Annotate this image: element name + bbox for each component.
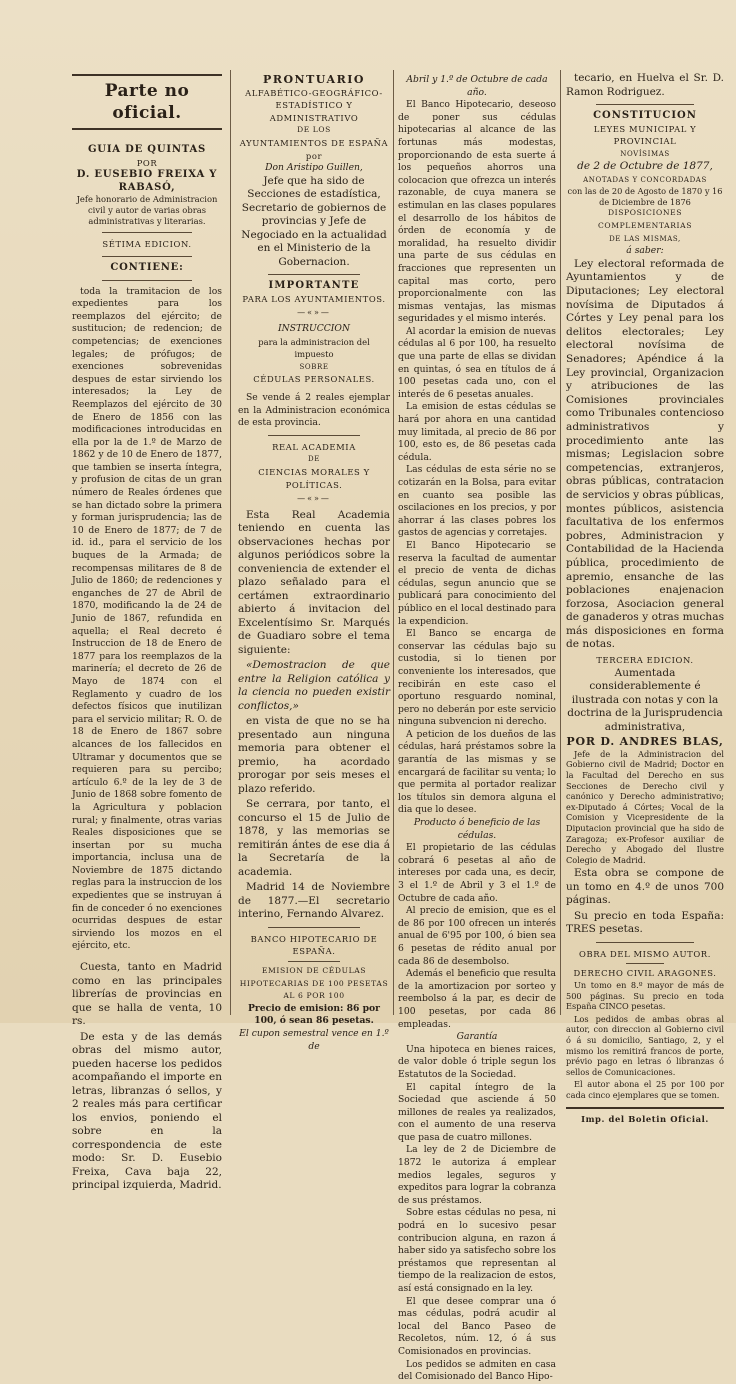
ornament: —«»—	[297, 308, 331, 318]
column-rule	[230, 70, 231, 1015]
author-desc: Jefe de la Administracion del Gobierno civil de Madrid; Doctor en la Facultad del Derecho en sus Secciones de Derecho civil y canónico y Derecho administrativo; ex-Diputado á Córtes; Vocal de la Comision y Vicepresidente de la Diputacion provincial que ha sido de Zaragoza; ex-Profesor auxiliar de Derecho y Abogado del Ilustre Colegio de Madrid.	[566, 748, 724, 865]
bank-paragraph: La ley de 2 de Diciembre de 1872 le autoriza á emplear medios legales, seguros y expeditos para lograr la cobranza de sus préstamos.	[398, 1144, 556, 1206]
edition: TERCERA EDICION.	[596, 655, 694, 666]
column-1	[72, 70, 222, 1192]
price-text: Su precio en toda España: TRES pesetas.	[566, 909, 724, 936]
bank-paragraph: El Banco se encarga de conservar las cédulas bajo su custodia, si lo tienen por conveniente los interesados, que recibirán en este caso el oportuno resguardo nominal, pero no deberán por este servicio ninguna subvencion ni derecho.	[398, 628, 556, 728]
sobre-label: SOBRE	[299, 362, 329, 371]
anotadas-text: con las de 20 de Agosto de 1870 y 16 de Diciembre de 1876	[567, 186, 723, 207]
disposiciones-label: DISPOSICIONES COMPLEMENTARIAS	[597, 208, 692, 231]
compose-text: Esta obra se compone de un tomo en 4.º de unos 700 páginas.	[566, 867, 724, 907]
academy-title-2: CIENCIAS MORALES Y POLÍTICAS.	[258, 466, 370, 490]
bank-paragraph: Una hipoteca en bienes raices, de valor doble ó triple segun los Estatutos de la Sociedad.	[398, 1043, 556, 1080]
ornament: —«»—	[297, 494, 331, 504]
column-2	[238, 70, 390, 1052]
constitution-title: CONSTITUCION	[593, 110, 697, 121]
bank-paragraph: Los pedidos se admiten en casa del Comisionado del Banco Hipo-	[398, 1358, 556, 1383]
constitution-date: de 2 de Octubre de 1877,	[577, 160, 713, 173]
edition: SÉTIMA EDICION.	[102, 239, 192, 250]
column-3	[398, 70, 556, 1383]
academy-body: Esta Real Academia teniendo en cuenta las observaciones hechas por algunos periódicos sobre la conveniencia de extender el plazo señalado para el certámen extraordinario abierto á invitacion del Excelentísimo Sr. Marqués de Guadiaro sobre el tema siguiente:	[238, 508, 390, 656]
other-work-title: OBRA DEL MISMO AUTOR.	[579, 948, 711, 959]
bank-paragraph: La emision de estas cédulas se hará por ahora en una cantidad muy limitada, al precio de 86 por 100, esto es, de 86 pesetas cada cédula.	[398, 401, 556, 463]
author-desc: Jefe honorario de Administracion civil y autor de varias obras administrativas y literarias.	[76, 194, 218, 227]
column-rule	[560, 70, 561, 1015]
academy-body-3: Se cerrara, por tanto, el concurso el 15 de Julio de 1878, y las memorias se remitirán ántes de ese dia á la Secretaría de la academia.	[238, 798, 390, 878]
author-name: D. EUSEBIO FREIXA Y RABASÓ,	[76, 169, 218, 193]
de-los-label: DE LOS	[297, 125, 331, 135]
column-rule	[393, 70, 394, 1015]
academy-title: REAL ACADEMIA	[272, 441, 356, 452]
important-heading: IMPORTANTE	[268, 280, 360, 292]
price-text: Cuesta, tanto en Madrid como en las principales librerías de provincias en que se halla de venta, 10 rs.	[72, 961, 222, 1028]
augmented-text: Aumentada considerablemente é ilustrada con notas y con la doctrina de la Jurisprudencia administrativa,	[567, 666, 723, 733]
coupon-continuation: Abril y 1.º de Octubre de cada año.	[406, 74, 548, 98]
divider	[268, 274, 360, 275]
bank-paragraph: El que desee comprar una ó mas cédulas, podrá acudir al local del Banco Paseo de Recoletos, núm. 12, ó á sus Comisionados en provincias.	[398, 1295, 556, 1357]
para-ayuntamientos: PARA LOS AYUNTAMIENTOS.	[242, 293, 386, 304]
divider	[102, 232, 192, 233]
bank-paragraph: El capital íntegro de la Sociedad que asciende á 50 millones de reales ya realizados, con el aumento de una reserva que pasa de cuatro millones.	[398, 1081, 556, 1143]
section-title: Parte no oficial.	[104, 81, 190, 123]
de-las-mismas: DE LAS MISMAS,	[609, 234, 681, 243]
order-text: De esta y de las demás obras del mismo autor, pueden hacerse los pedidos acompañando el importe en letras, libranzas ó sellos, y 2 reales más para certificar los envios, poniendo el sobre en la correspondencia de este modo: Sr. D. Eusebio Freixa, Cava baja 22, principal izquierda, Madrid.	[72, 1030, 222, 1192]
constitution-subtitle: LEYES MUNICIPAL Y PROVINCIAL	[593, 123, 697, 147]
bank-paragraph: Al precio de emision, que es el de 86 por 100 ofrecen un interés anual de 6'95 por 100, ó bien sea 6 pesetas de rédito anual por cada 86 de desembolso.	[398, 905, 556, 967]
bank-desc: EMISION DE CÉDULAS HIPOTECARIAS DE 100 PESETAS AL 6 POR 100	[239, 965, 389, 1001]
bank-paragraph: Al acordar la emision de nuevas cédulas al 6 por 100, ha resuelto que una parte de ellas se dividan en quintas, ó sea en títulos de á 100 pesetas cada uno, con el interés de 6 pesetas anuales.	[398, 325, 556, 400]
divider	[268, 927, 360, 928]
author-name: POR D. ANDRES BLAS,	[566, 735, 724, 749]
bank-paragraph: Sobre estas cédulas no pesa, ni podrá en lo sucesivo pesar contribucion alguna, en razon á haber sido ya satisfecho sobre los préstamos que representan al tiempo de la realizacion de estos, así está consignado en la ley.	[398, 1207, 556, 1294]
book-title: GUIA DE QUINTAS	[87, 144, 207, 155]
contents-heading: CONTIENE:	[110, 261, 184, 273]
prontuario-title: PRONTUARIO	[263, 73, 365, 86]
novisimas-label: NOVÍSIMAS	[620, 149, 670, 158]
academy-body-2: en vista de que no se ha presentado aun ninguna memoria para obtener el premio, ha acordado prorogar por seis meses el plazo referido.	[238, 715, 390, 795]
continuation-text: tecario, en Huelva el Sr. D. Ramon Rodriguez.	[566, 72, 724, 98]
derecho-text: El autor abona el 25 por 100 por cada cinco ejemplares que se tomen.	[566, 1079, 724, 1100]
bank-paragraph: A peticion de los dueños de las cédulas, hará préstamos sobre la garantía de las mismas y se encargará de facilitar su venta; lo que permita al portador realizar los títulos sin demora alguna el dia que lo desee.	[398, 728, 556, 816]
divider	[596, 942, 694, 943]
contents-body: Ley electoral reformada de Ayuntamientos y de Diputaciones; Ley electoral novísima de Diputados á Córtes y Ley penal para los delitos electorales; Ley electoral novísima de Senadores; Apéndice á la Ley provincial, Organizacion y atribuciones de las Comisiones provinciales como Tribunales contencioso administrativos y procedimiento ante las mismas; Legislacion sobre competencias, extranjeros, obras públicas, contratacion de servicios y obras públicas, montes públicos, asistencia facultativa de los enfermos pobres, Administracion y Contabilidad de la Hacienda pública, procedimiento de apremio, ensanche de las poblaciones enajenacion forzosa, Asociacion general de ganaderos y otras muchas más disposiciones en forma de notas.	[566, 257, 724, 651]
divider	[102, 280, 192, 281]
derecho-text: Un tomo en 8.º mayor de más de 500 páginas. Su precio en toda España CINCO pesetas.	[566, 979, 724, 1012]
divider	[72, 74, 222, 76]
divider	[72, 128, 222, 130]
por-label: por	[305, 150, 323, 161]
column-4	[566, 70, 724, 1124]
bank-coupon: El cupon semestral vence en 1.º de	[239, 1027, 389, 1052]
divider	[566, 1107, 724, 1109]
sale-text: Se vende á 2 reales ejemplar en la Administracion económica de esta provincia.	[238, 392, 390, 429]
por-label: POR	[136, 157, 158, 168]
academy-signature: Madrid 14 de Noviembre de 1877.—El secretario interino, Fernando Alvarez.	[238, 881, 390, 921]
divider	[626, 963, 664, 964]
cedulas-label: CÉDULAS PERSONALES.	[253, 374, 375, 385]
divider	[102, 256, 192, 257]
bank-price: Precio de emision: 86 por 100, ó sean 86 pesetas.	[248, 1002, 380, 1027]
derecho-title: DERECHO CIVIL ARAGONES.	[573, 968, 717, 979]
academy-de: DE	[308, 455, 320, 464]
instruction-desc: para la administracion del impuesto	[258, 336, 370, 360]
instruction-title: INSTRUCCION	[277, 323, 350, 335]
bank-paragraph: Además el beneficio que resulta de la amortizacion por sorteo y reembolso á la par, es decir de 100 pesetas, por cada 86 empleadas.	[398, 968, 556, 1030]
divider	[268, 435, 360, 436]
prontuario-subtitle-2: AYUNTAMIENTOS DE ESPAÑA	[239, 137, 389, 148]
a-saber: á saber:	[626, 245, 664, 257]
derecho-text: Los pedidos de ambas obras al autor, con direccion al Gobierno civil ó á su domicilio, Santiago, 2, y el mismo los remitirá francos de porte, prévio pago en letras ó libranzas ó sellos de Comunicaciones.	[566, 1013, 724, 1077]
prontuario-subtitle: ALFABÉTICO-GEOGRÁFICO-ESTADÍSTICO Y ADMINISTRATIVO	[245, 87, 383, 123]
bank-title: BANCO HIPOTECARIO DE ESPAÑA.	[250, 933, 378, 957]
academy-quote: «Demostracion de que entre la Religion católica y la ciencia no pueden existir conflictos,»	[238, 659, 390, 712]
anotadas-label: ANOTADAS Y CONCORDADAS	[583, 175, 707, 184]
divider	[288, 961, 340, 962]
prontuario-author: Don Aristipo Guillen,	[265, 162, 363, 174]
bank-paragraph: El propietario de las cédulas cobrará 6 pesetas al año de intereses por cada una, es decir, 3 el 1.º de Abril y 3 el 1.º de Octubre de cada año.	[398, 842, 556, 904]
guarantee-subheading: Garantía	[456, 1031, 498, 1043]
prontuario-author-desc: Jefe que ha sido de Secciones de estadística, Secretario de gobiernos de provincias y Jefe de Negociado en la actualidad en el Ministerio de la Gobernacion.	[241, 174, 387, 268]
imprint: Imp. del Boletin Oficial.	[581, 1113, 709, 1124]
product-subheading: Producto ó beneficio de las cédulas.	[413, 817, 541, 841]
bank-paragraph: El Banco Hipotecario se reserva la facultad de aumentar el precio de venta de dichas cédulas, segun anuncio que se publicará para conocimiento del público en el local destinado para la expendicion.	[398, 539, 556, 627]
divider	[596, 104, 694, 105]
contents-body: toda la tramitacion de los expedientes para los reemplazos del ejército; de sustitucion; de redencion; de competencias; de exenciones legales; de prófugos; de exenciones sobrevenidas despues de estar sirviendo los interesados; la Ley de Reemplazos del ejército de 30 de Enero de 1856 con las modificaciones introducidas en ella por la de 1.º de Marzo de 1862 y de 10 de Enero de 1877, que tambien se inserta íntegra, y profusion de citas de un gran número de Reales órdenes que se han dictado sobre la primera y forman jurisprudencia; las de 10 de Enero de 1877; de 7 de id. id., para el servicio de los buques de la Armada; de recompensas militares de 8 de Julio de 1860; de redenciones y enganches de 27 de Abril de 1870, modificando la de 24 de Junio de 1867, refundida en aquella; el Real decreto é Instruccion de 18 de Enero de 1877 para los reemplazos de la marinería; el decreto de 26 de Mayo de 1874 con el Reglamento y cuadro de los defectos físicos que inutilizan para el servicio militar; R. O. de 18 de Enero de 1867 sobre alcances de los fallecidos en Ultramar y documentos que se requieren para su percibo; artículo 6.º de la ley de 3 de Junio de 1868 sobre fomento de la Agricultura y poblacion rural; y finalmente, otras varias Reales disposiciones que se insertan por su mucha importancia, inclusa una de Noviembre de 1875 dictando reglas para la instruccion de los expedientes que se instruyan á fin de conceder ó no exenciones ocurridas despues de estar sirviendo los mozos en el ejército, etc.	[72, 285, 222, 952]
bank-paragraph: El Banco Hipotecario, deseoso de poner sus cédulas hipotecarias al alcance de las fortunas más modestas, proporcionando de esta suerte á los pequeños ahorros una colocacion que ofrezca un interés razonable, de cuya manera se estimulan en las clases populares el desarrollo de los hábitos de órden de economía y de moralidad, ha resuelto dividir una parte de sus cédulas en fracciones que representen un capital mas corto, pero proporcionalmente con las mismas ventajas, las mismas seguridades y el mismo interés.	[398, 99, 556, 325]
bank-paragraph: Las cédulas de esta série no se cotizarán en la Bolsa, para evitar en cuanto sea posible las oscilaciones en los precios, y por ahorrar á las clases pobres los gastos de agencias y corretajes.	[398, 464, 556, 539]
